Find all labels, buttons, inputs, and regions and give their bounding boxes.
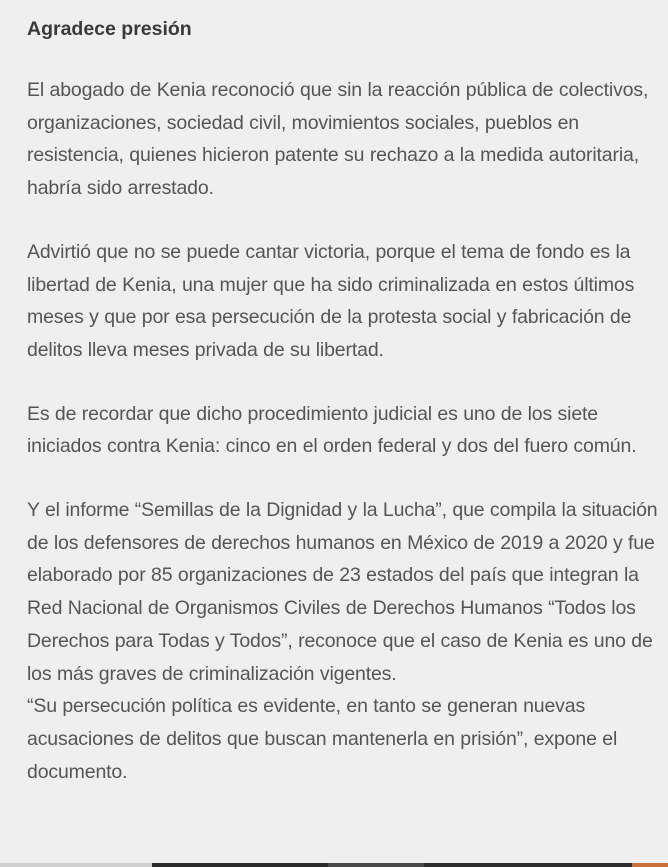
paragraph-quote: “Su persecución política es evidente, en tanto se generan nuevas acusaciones de delitos que buscan mantenerla en prisión”, expone el documento. [27, 695, 618, 783]
paragraph-lawyer-acknowledgment: El abogado de Kenia reconoció que sin la reacción pública de colectivos, organizaciones, sociedad civil, movimientos sociales, pueblos en resistencia, quienes hicieron patente su rechazo a la medida autoritaria, habría sido arrestado. [27, 79, 649, 200]
bottom-toolbar-strip [0, 863, 668, 867]
bottom-bar-segment [152, 863, 328, 867]
bottom-bar-accent-segment [632, 863, 668, 867]
section-heading: Agradece presión [27, 18, 192, 40]
paragraph-report: Y el informe “Semillas de la Dignidad y la Lucha”, que compila la situación de los defensores de derechos humanos en México de 2019 a 2020 y fue elaborado por 85 organizaciones de 23 estados del país que integran la Red Nacional de Organismos Civiles de Derechos Humanos “Todos los Derechos para Todas y Todos”, reconoce que el caso de Kenia es uno de los más graves de criminalización vigentes. [27, 499, 658, 685]
bottom-bar-segment [328, 863, 424, 867]
paragraph-judicial-procedures: Es de recordar que dicho procedimiento judicial es uno de los siete iniciados contra Kenia: cinco en el orden federal y dos del fuero común. [27, 402, 637, 458]
article-body [27, 14, 663, 788]
bottom-bar-segment [0, 863, 152, 867]
bottom-bar-segment [424, 863, 632, 867]
paragraph-warning: Advirtió que no se puede cantar victoria, porque el tema de fondo es la libertad de Kenia, una mujer que ha sido criminalizada en estos últimos meses y que por esa persecución de la protesta social y fabricación de delitos lleva meses privada de su libertad. [27, 240, 635, 361]
